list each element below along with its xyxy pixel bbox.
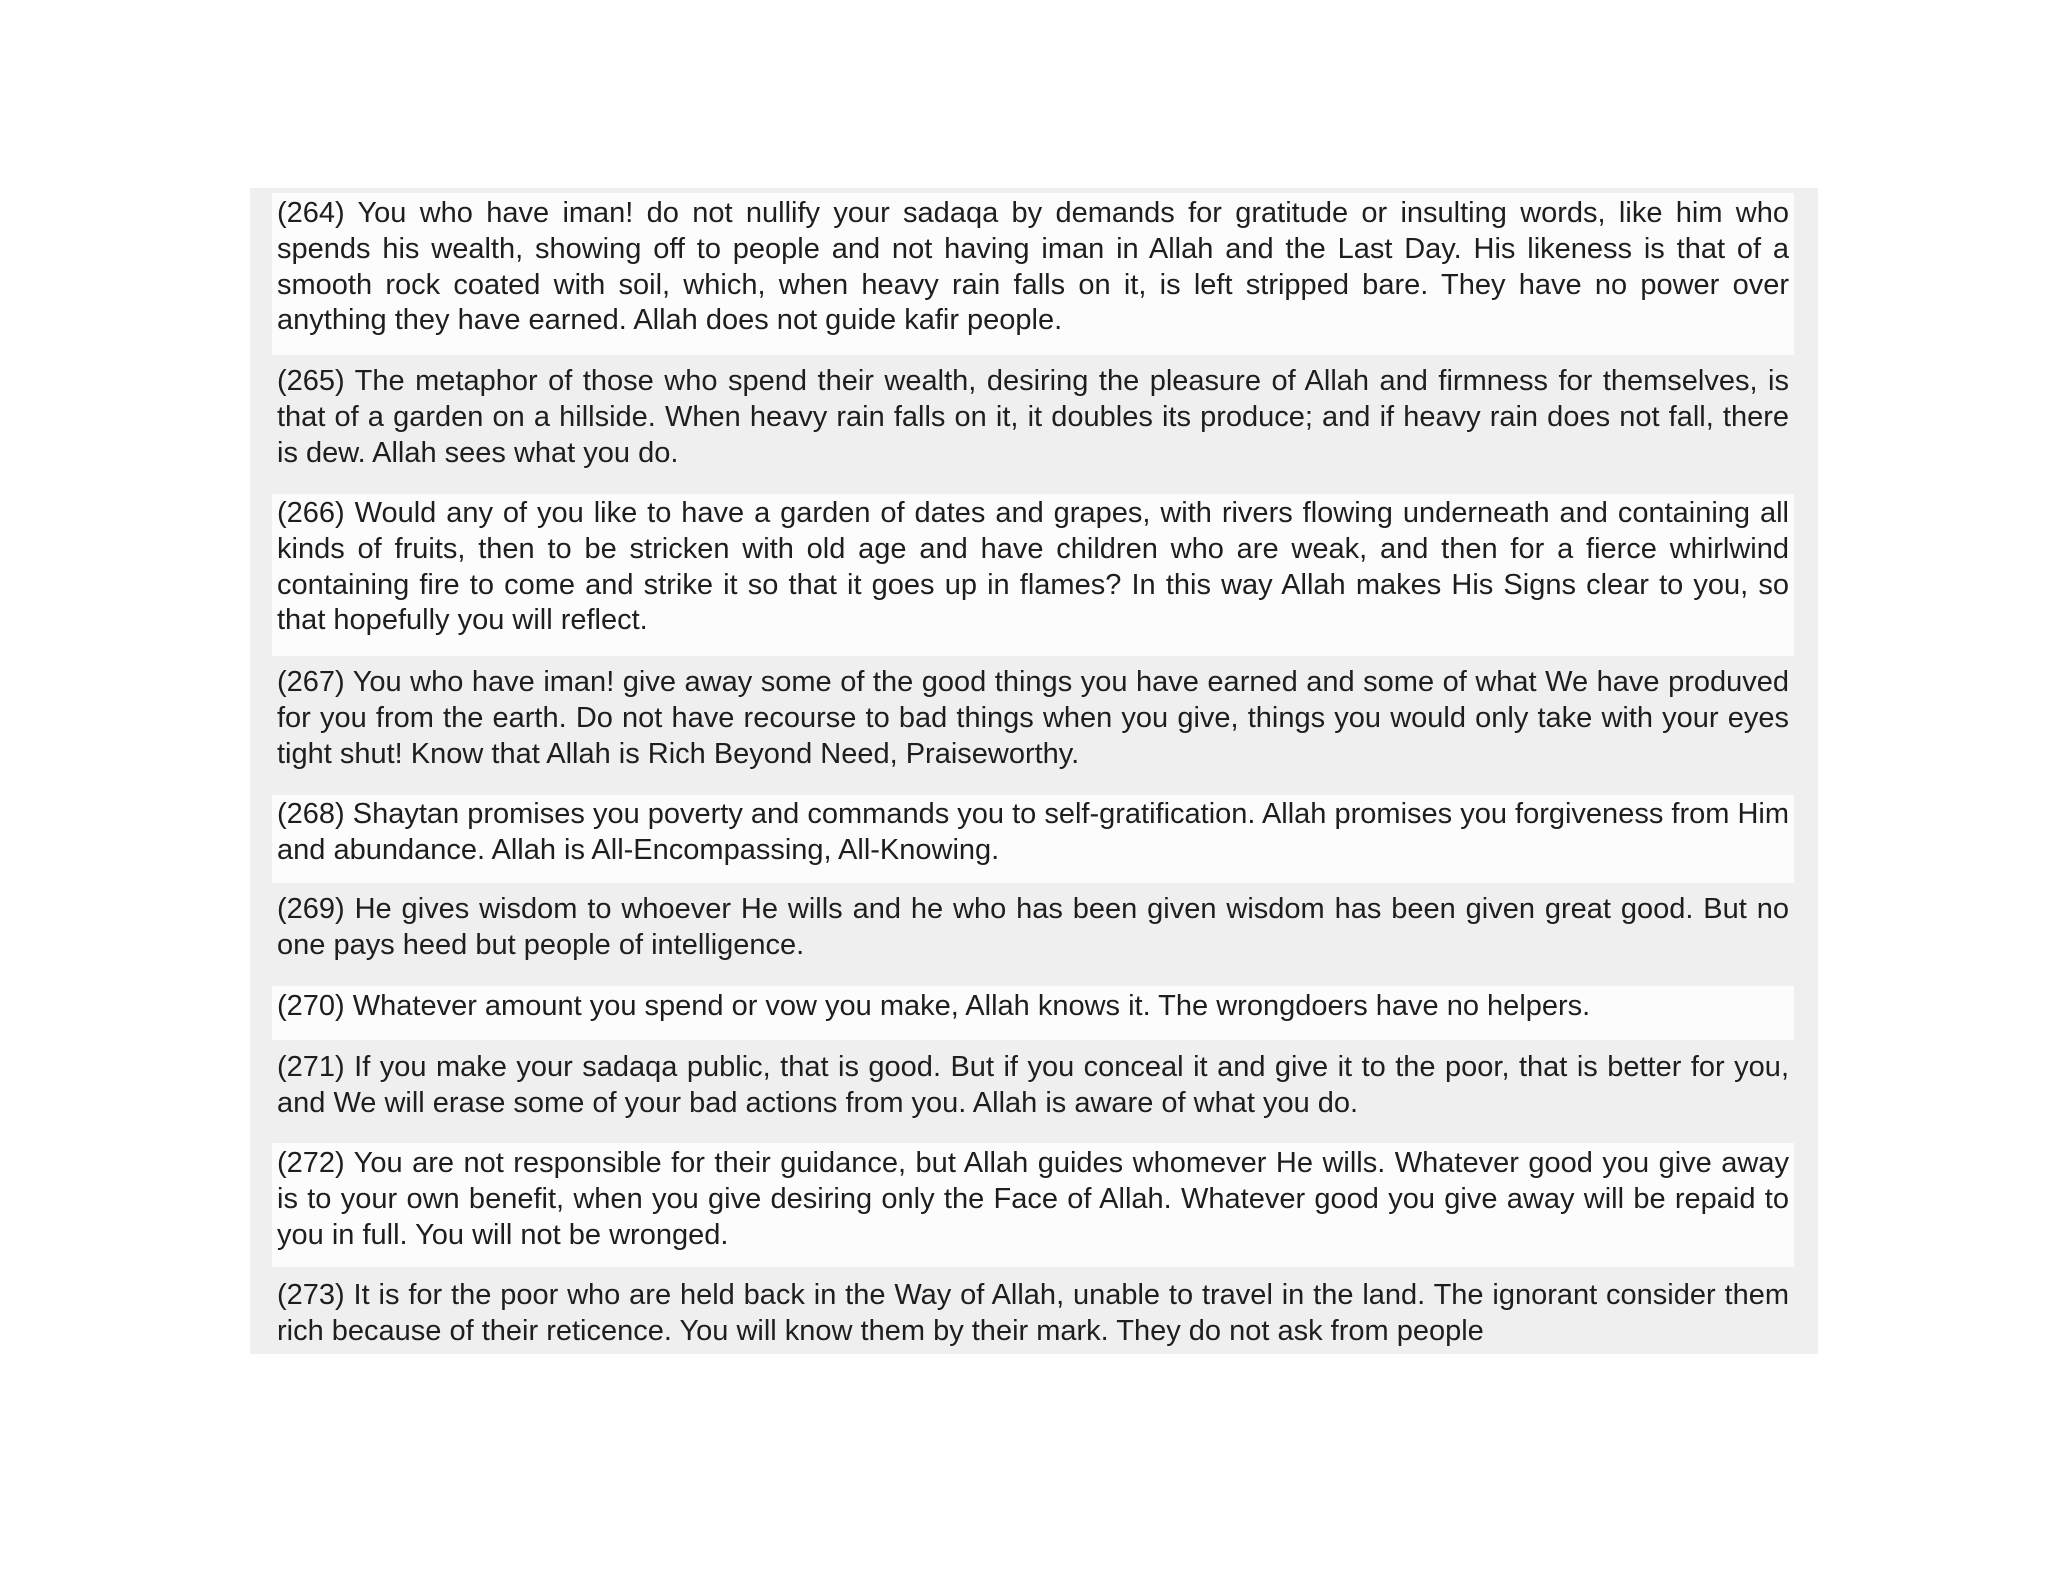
verse-273: (273) It is for the poor who are held back in the Way of Allah, unable to travel in the land. The ignorant consider them rich because of their reticence. You will know them by their mark. They do not ask from people [277,1279,1789,1347]
verse-270: (270) Whatever amount you spend or vow you make, Allah knows it. The wrongdoers have no helpers. [272,986,1794,1040]
verse-265: (265) The metaphor of those who spend their wealth, desiring the pleasure of Allah and firmness for themselves, is that of a garden on a hillside. When heavy rain falls on it, it doubles its produce; and if heavy rain does not fall, there is dew. Allah sees what you do. [277,365,1789,469]
verse-panel [250,188,1818,1354]
verse-269: (269) He gives wisdom to whoever He wills and he who has been given wisdom has been given great good. But no one pays heed but people of intelligence. [277,893,1789,961]
verse-267: (267) You who have iman! give away some of the good things you have earned and some of what We have produved for you from the earth. Do not have recourse to bad things when you give, things you would only take with your eyes tight shut! Know that Allah is Rich Beyond Need, Praiseworthy. [277,666,1789,770]
verse-266: (266) Would any of you like to have a garden of dates and grapes, with rivers flowing underneath and containing all kinds of fruits, then to be stricken with old age and have children who are weak, and then for a fierce whirlwind containing fire to come and strike it so that it goes up in flames? In this way Allah makes His Signs clear to you, so that hopefully you will reflect. [272,494,1794,656]
verse-268: (268) Shaytan promises you poverty and commands you to self-gratification. Allah promises you forgiveness from Him and abundance. Allah is All-Encompassing, All-Knowing. [272,795,1794,883]
verse-271: (271) If you make your sadaqa public, that is good. But if you conceal it and give it to the poor, that is better for you, and We will erase some of your bad actions from you. Allah is aware of what you do. [277,1051,1789,1119]
verse-264: (264) You who have iman! do not nullify your sadaqa by demands for gratitude or insulting words, like him who spends his wealth, showing off to people and not having iman in Allah and the Last Day. His likeness is that of a smooth rock coated with soil, which, when heavy rain falls on it, is left stripped bare. They have no power over anything they have earned. Allah does not guide kafir people. [272,193,1794,355]
verse-272: (272) You are not responsible for their guidance, but Allah guides whomever He wills. Whatever good you give away is to your own benefit, when you give desiring only the Face of Allah. Whatever good you give away will be repaid to you in full. You will not be wronged. [272,1143,1794,1267]
